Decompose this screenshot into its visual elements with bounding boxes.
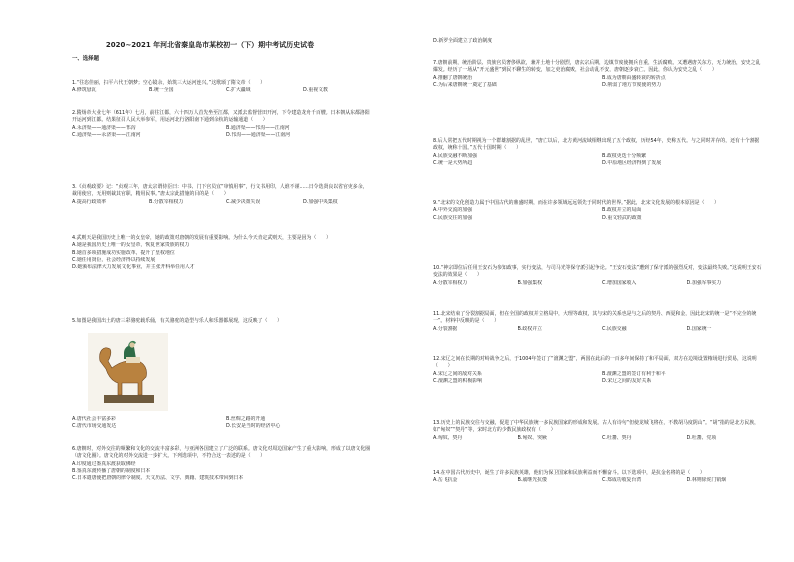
option-b[interactable]: B.匈奴、突厥: [517, 434, 547, 441]
option-c[interactable]: C.通济渠——永济渠——江南河: [72, 132, 141, 139]
option-d[interactable]: D.中原地区经济得到了发展: [602, 160, 662, 167]
question-8: [433, 138, 763, 167]
option-d[interactable]: D.削弱了地方节度使的势力: [602, 82, 662, 89]
option-d[interactable]: D.邗沟——通济渠——江南河: [226, 132, 291, 139]
question-2: [72, 110, 372, 139]
option-a[interactable]: A.分散宰相权力: [433, 279, 468, 286]
option-c[interactable]: C.日本遣唐使把唐朝的律令制度、天文历法、文学、典籍、建筑技术带回到日本: [72, 475, 244, 482]
option-b[interactable]: B.丝绸之路的开通: [226, 416, 266, 422]
question-6-continuation[interactable]: D.新罗全面建立了政治制度: [433, 38, 493, 44]
option-c[interactable]: C.民族交融: [602, 325, 627, 332]
option-a[interactable]: A.她是我国历史上唯一的女皇帝，恢复世家贵族的权力: [72, 242, 190, 249]
section-heading: 一、选择题: [72, 56, 99, 62]
question-stem: 6.唐朝时，对外交往的频繁和文化的交流丰富多彩，与亚洲各国建立了广泛的联系。唐文化对周边国家产生了重大影响，形成了以唐文化圈（唐文化圈）。唐文化的对外交流进一步扩大。下列选项中，不符合这一表述的是（ ）: [72, 446, 371, 460]
options: [72, 125, 372, 140]
option-c[interactable]: C.为后来唐朝统一奠定了基础: [433, 82, 497, 89]
options: [72, 199, 372, 206]
option-d[interactable]: D.长安是当时的经济中心: [226, 423, 281, 430]
question-9: [433, 200, 763, 222]
option-d[interactable]: D.宋辽之间的友好关系: [602, 378, 652, 385]
question-stem: 5.如图是我国出土的唐三彩骆驼载乐俑，有关骆驼的造型与乐人和乐器都展现，这反映了（ ）: [72, 318, 283, 324]
option-d[interactable]: D.林则徐虎门销烟: [686, 477, 727, 484]
options: [72, 461, 372, 483]
option-b[interactable]: B.分散宰相权力: [149, 198, 184, 205]
question-5: [72, 318, 372, 325]
option-c[interactable]: C.她任用贤臣，社会经济得以持续发展: [72, 257, 156, 264]
option-d[interactable]: D.她颁布法律大力发展文化事业，并主张开科举任用人才: [72, 264, 195, 271]
option-a[interactable]: A.永济渠——通济渠——邗沟: [72, 124, 136, 131]
option-a[interactable]: A.提高行政效率: [72, 198, 107, 205]
option-b[interactable]: B.统一全国: [149, 87, 174, 94]
option-b[interactable]: B.政权更迭十分频繁: [602, 152, 647, 159]
question-6: [72, 446, 372, 483]
option-c[interactable]: C.郑成功收复台湾: [602, 477, 642, 484]
options: [72, 87, 372, 94]
question-stem: 8.后人常把五代时期视为一个群雄割据的乱世，“唐亡以后，北方黄河流域相继出现了五个政权，历经54年，史称五代。与之同时并存的，还有十个割据政权，统称十国。”五代十国时期（ ）: [433, 138, 760, 152]
option-c[interactable]: C.吐蕃、契丹: [602, 434, 632, 441]
option-c[interactable]: C.澶渊之盟的积极影响: [433, 378, 482, 385]
question-stem: 1.“往恣佳丽，扫平六代王朝梦；空心镜余，始筑三大运河连兴。”这歌颂了隋文帝（ ）: [72, 80, 266, 86]
option-a[interactable]: A.推翻了唐朝统治: [433, 74, 473, 81]
option-c[interactable]: C.减少决策失误: [226, 198, 261, 205]
options: [433, 326, 763, 333]
option-b[interactable]: B.鉴真东渡传播了唐朝的制度和日本: [72, 468, 151, 475]
options: [433, 207, 763, 222]
option-a[interactable]: A.岳飞抗金: [433, 477, 458, 484]
question-10: [433, 265, 763, 287]
option-b[interactable]: B.成为唐朝由盛转衰的转折点: [602, 74, 666, 81]
option-d[interactable]: D.重文轻武的政策: [602, 214, 642, 221]
question-12: [433, 356, 763, 385]
option-a[interactable]: A.匈奴、契丹: [433, 434, 463, 441]
right-column: [409, 0, 784, 562]
option-d[interactable]: D.加强中央集权: [303, 198, 338, 205]
option-d[interactable]: D.吐蕃、党项: [686, 434, 717, 441]
question-stem: 11.北宋结束了分裂割据局面，但在全国的政权并立格局中，大理等政权，其与宋的关系也是与之后的契丹、西夏和金，因此北宋的统一是“不完全的统一”。材料中反映的是（ ）: [433, 311, 757, 325]
question-stem: 13.历史上的民族交往与交融，促进了中华民族统一多民族国家的形成和发展。古人有诗句“但使龙城飞将在，不教胡马度阴山”。“胡”指的是北方民族，如“匈奴”“契丹”等，宋时北方的少数民族政权有（ ）: [433, 420, 760, 434]
question-stem: 14.在中国古代历史中，诞生了许多民族英雄，他们为保卫国家和民族利益而不懈奋斗。以下选项中，是抗金名将的是（ ）: [433, 470, 705, 476]
option-b[interactable]: B.政权并立的局面: [602, 207, 642, 214]
options: [72, 416, 372, 431]
options: [72, 242, 372, 271]
question-stem: 2.隋炀帝大业七年（611年）七月，前往江都，六十四万人首先坐至江都，又派去监督营田开河，下令建造龙舟千百艘。日本朝从东都洛阳开运河到江都。结果征召人民大举参军，用运河北行洛阳南下通到余杭的运输通道（ ）: [72, 110, 370, 124]
option-a[interactable]: A.印度通过鉴真东渡获取佛经: [72, 460, 136, 467]
question-stem: 9.“北宋的文化创造力属于中国古代的鼎盛时期，而在许多领域远远领先于同时代的世界。”据此，北宋文化发展的根本原因是（ ）: [433, 200, 720, 206]
question-1: [72, 80, 372, 95]
options: [433, 75, 763, 90]
options: [433, 477, 763, 484]
option-d[interactable]: D.重视文教: [303, 87, 328, 94]
option-b[interactable]: B.戚继光抗倭: [517, 477, 547, 484]
option-b[interactable]: B.政权并立: [517, 325, 542, 332]
option-c[interactable]: C.民族交往的加强: [433, 214, 473, 221]
options: [433, 435, 763, 442]
question-stem: 4.武则天是我国历史上唯一的女皇帝，她的政策对唐朝的发展有重要影响。为什么今天肯定武则天，主要是因为（ ）: [72, 235, 331, 241]
option-b[interactable]: B.她首多项措施成功实施改革，提升了皇权地位: [72, 249, 175, 256]
options: [433, 153, 763, 168]
question-stem: 7.唐朝前期，统治阶层、贵族官员奢侈纵欲，兼并土地十分剧烈，唐玄宗后期，边镇节度使拥兵自重，生活腐败。又遭遇唐关东方，无力统治，安史之乱爆发。经历了一场从“开元盛世”到民不聊生的转变，加之吏治腐败，社会动乱不安，唐朝逐步衰亡。因此，你认为安史之乱（ ）: [433, 60, 761, 74]
option-c[interactable]: C.增加国家收入: [602, 279, 637, 286]
options: [433, 371, 763, 386]
options: [433, 280, 763, 287]
question-5-options: [72, 416, 372, 431]
question-7: [433, 60, 763, 89]
option-a[interactable]: A.民族交融不断加强: [433, 152, 477, 159]
question-3: [72, 184, 372, 206]
tang-sancai-camel-figure: [88, 333, 168, 411]
page-title: 2020~2021 年河北省秦皇岛市某校初一（下）期中考试历史试卷: [105, 41, 315, 49]
option-c[interactable]: C.统一是大势所趋: [433, 160, 473, 167]
question-stem: 12.宋辽之间在长期的对峙战争之后，于1004年签订了“澶渊之盟”，两国在此后的一百多年间保持了和平局面，双方在边境设置榷场进行贸易，这说明（ ）: [433, 356, 757, 370]
question-stem: 10.“神宗即位后任用王安石为参知政事，实行变法，与司马光等保守派引起争论。“王安石变法”遭到了保守派的强烈反对，变法最终失败。”这说明王安石变法的效果是（ ）: [433, 265, 762, 279]
option-c[interactable]: C.扩大疆域: [226, 87, 251, 94]
option-d[interactable]: D.加强军事实力: [686, 279, 722, 286]
option-d[interactable]: D.国家统一: [686, 325, 712, 332]
option-c[interactable]: C.唐代市场交通发达: [72, 423, 117, 430]
option-a[interactable]: A.修筑悬瓦: [72, 87, 97, 94]
question-11: [433, 311, 763, 333]
question-13: [433, 420, 763, 442]
option-b[interactable]: B.加强集权: [517, 279, 542, 286]
option-a[interactable]: A.分裂割据: [433, 325, 458, 332]
question-4: [72, 235, 372, 272]
option-a[interactable]: A.中外交流的加强: [433, 207, 473, 214]
question-14: [433, 470, 763, 485]
option-a[interactable]: A.唐代社会丰富多彩: [72, 416, 116, 422]
option-b[interactable]: B.通济渠——邗沟——江南河: [226, 124, 290, 131]
option-b[interactable]: B.澶渊之盟的签订有利于和平: [602, 370, 666, 377]
question-stem: 3.《贞观政要》记：“贞观三年，唐太宗谓侍臣曰：中书、门下官员宜“审慎用事”，行文书用印，人谁不谨......日令选贤良以省官吏多余，裁用使官，无用则裁其官职，精用民事。”唐太宗此措施的目的是（ ）: [72, 184, 368, 198]
option-a[interactable]: A.宋辽之间的敌对关系: [433, 370, 482, 377]
